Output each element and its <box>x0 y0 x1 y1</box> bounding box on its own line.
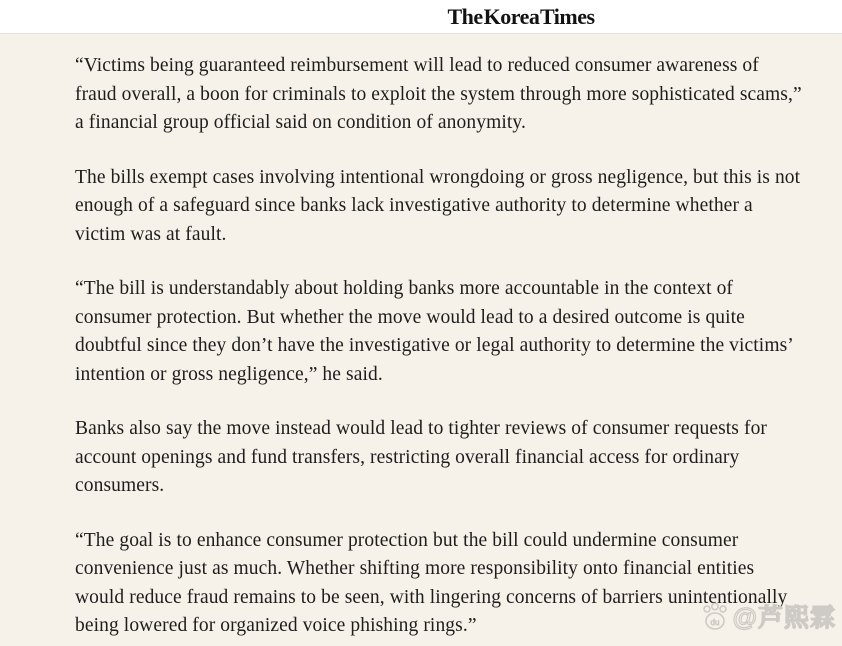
article-paragraph: “Victims being guaranteed reimbursement will lead to reduced consumer awareness of fraud overall, a boon for criminals to exploit the system through more sophisticated scams,” a financial group official said on condition of anonymity. <box>75 55 802 133</box>
korea-times-logo[interactable]: The Korea Times <box>447 3 595 29</box>
masthead-bar <box>0 0 842 34</box>
watermark-text: @芦熙霖 <box>732 604 836 632</box>
article-body <box>0 34 842 641</box>
article-paragraph: Banks also say the move instead would lead to tighter reviews of consumer requests for account openings and fund transfers, restricting overall financial access for ordinary consumers. <box>75 418 768 496</box>
paw-icon-label: du <box>710 618 720 627</box>
article-paragraph: The bills exempt cases involving intentional wrongdoing or gross negligence, but this is not enough of a safeguard since banks lack investigative authority to determine whether a victim was at fault. <box>75 166 801 245</box>
article-paragraph: “The goal is to enhance consumer protection but the bill could undermine consumer convenience just as much. Whether shifting more responsibility onto financial entities would reduce fraud remains to be seen, with lingering concerns of barriers unintentionally being lowered for organized voice phishing rings.” <box>75 529 788 636</box>
article-paragraph: “The bill is understandably about holding banks more accountable in the context of consumer protection. But whether the move would lead to a desired outcome is quite doubtful since they don’t have the investigative or legal authority to determine the victims’ intention or gross negligence,” he said. <box>75 278 793 385</box>
